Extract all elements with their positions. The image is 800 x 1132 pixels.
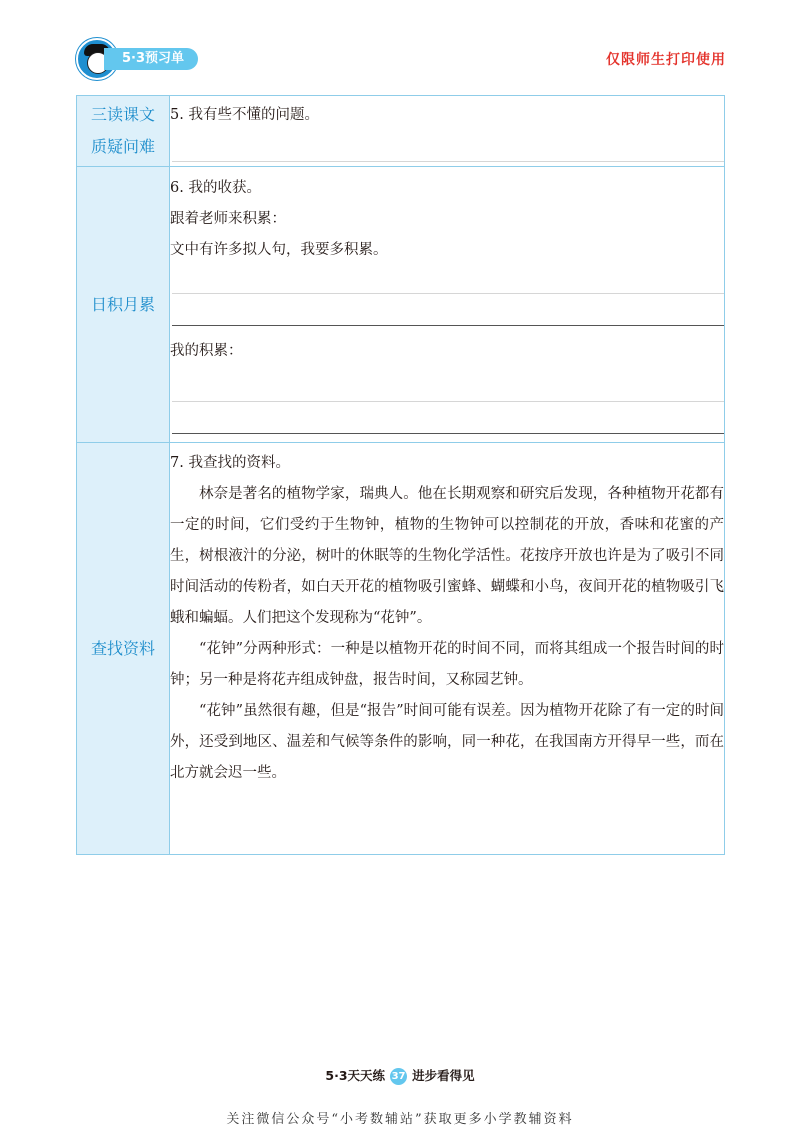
section-label-research: 查找资料 — [77, 443, 170, 855]
page-number: 37 — [390, 1068, 407, 1085]
research-paragraph: “花钟”虽然很有趣，但是“报告”时间可能有误差。因为植物开花除了有一定的时间外，还受到地区、温差和气候等条件的影响，同一种花，在我国南方开得早一些，而在北方就会迟一些。 — [170, 703, 724, 781]
series-badge: 5·3预习单 — [104, 48, 198, 70]
bottom-note: 关注微信公众号“小考数辅站”获取更多小学教辅资料 — [226, 1112, 574, 1127]
section-content-accumulation — [170, 167, 725, 443]
footer-brand: 5·3天天练 — [325, 1068, 386, 1083]
section-content-questions — [170, 96, 725, 167]
page-header — [76, 38, 726, 78]
section-label-accumulation: 日积月累 — [77, 167, 170, 443]
worksheet-table — [76, 95, 725, 855]
answer-line[interactable] — [172, 401, 724, 402]
section-content-research — [170, 443, 725, 855]
item-heading: 5. 我有些不懂的问题。 — [170, 107, 319, 123]
section-label-line: 质疑问难 — [90, 137, 155, 156]
section-row-research — [77, 443, 725, 855]
instruction-text: 跟着老师来积累： — [170, 211, 286, 227]
answer-line[interactable] — [172, 161, 724, 162]
item-heading: 6. 我的收获。 — [170, 180, 261, 196]
section-label-line: 三读课文 — [90, 105, 155, 124]
section-row-accumulation — [77, 167, 725, 443]
answer-line[interactable] — [172, 325, 724, 326]
my-accumulation-label: 我的积累： — [170, 343, 243, 359]
page-footer — [0, 1066, 800, 1085]
answer-line[interactable] — [172, 433, 724, 434]
restriction-note: 仅限师生打印使用 — [606, 52, 726, 68]
research-paragraph: “花钟”分两种形式：一种是以植物开花的时间不同，而将其组成一个报告时间的时钟；另一种是将花卉组成钟盘，报告时间，又称园艺钟。 — [170, 641, 724, 688]
answer-line[interactable] — [172, 293, 724, 294]
item-heading: 7. 我查找的资料。 — [170, 455, 290, 471]
section-row-questions — [77, 96, 725, 167]
section-label-questions — [77, 96, 170, 167]
prompt-text: 文中有许多拟人句，我要多积累。 — [170, 242, 388, 258]
research-paragraph: 林奈是著名的植物学家，瑞典人。他在长期观察和研究后发现，各种植物开花都有一定的时间，它们受约于生物钟，植物的生物钟可以控制花的开放，香味和花蜜的产生，树根液汁的分泌，树叶的休眠等的生物化学活性。花按序开放也许是为了吸引不同时间活动的传粉者，如白天开花的植物吸引蜜蜂、蝴蝶和小鸟，夜间开花的植物吸引飞蛾和蝙蝠。人们把这个发现称为“花钟”。 — [170, 486, 724, 626]
footer-slogan: 进步看得见 — [412, 1068, 475, 1083]
